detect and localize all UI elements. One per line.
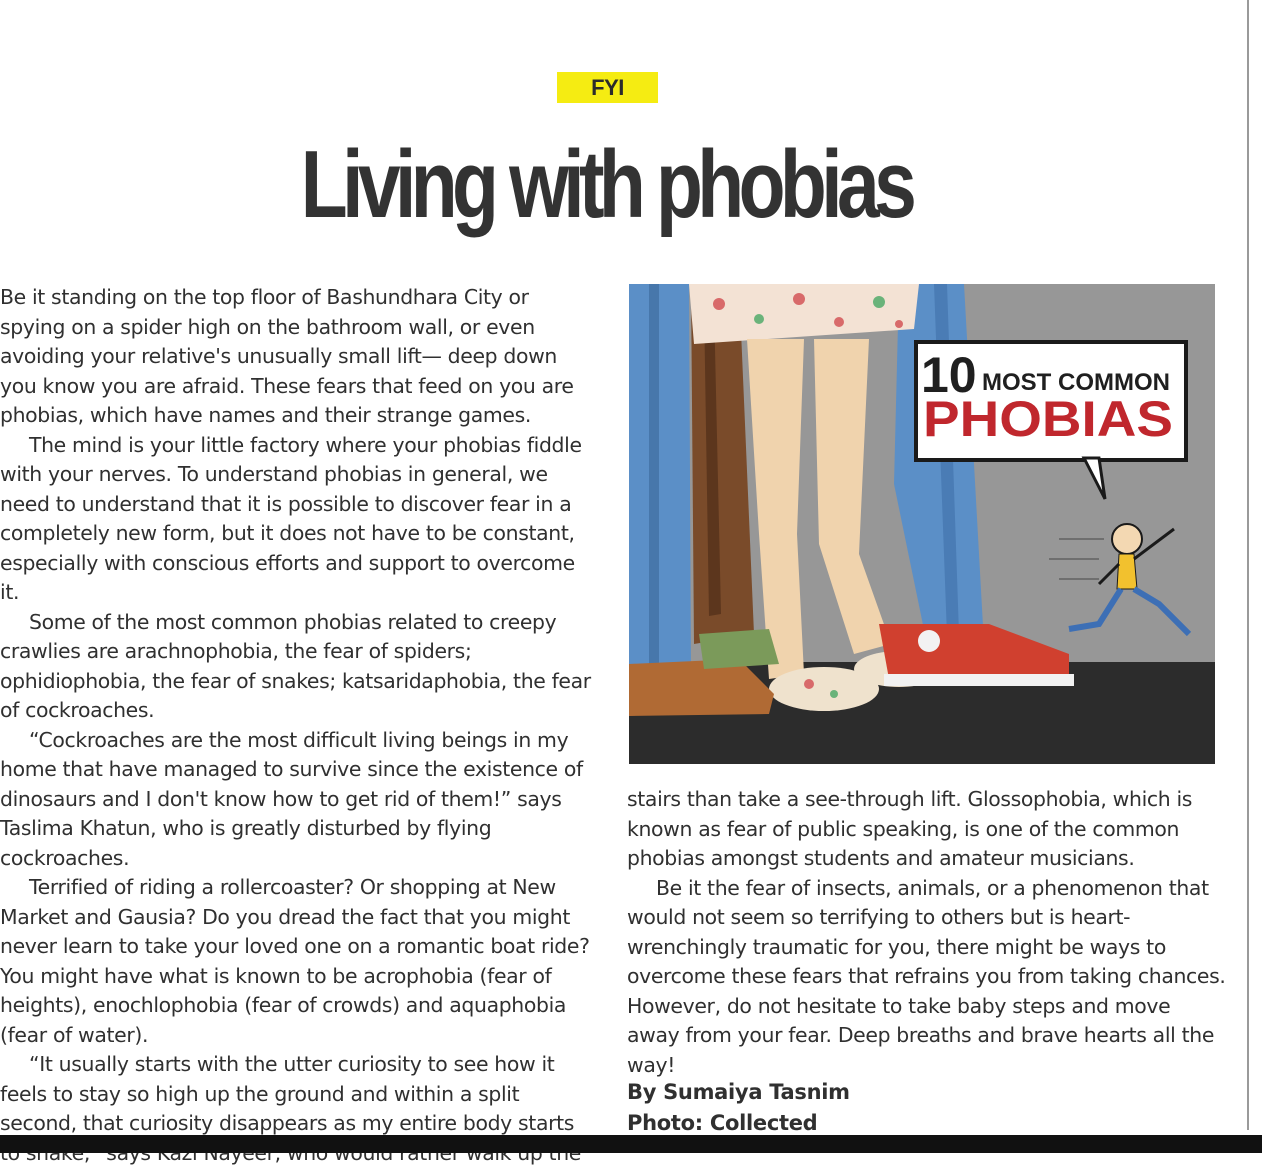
paragraph-3: Some of the most common phobias related to creepy crawlies are arachnophobia, the fear of spiders; ophidiophobia, the fear of snakes; katsaridaphobia, the fear of cockroaches.	[0, 609, 591, 722]
bubble-line-2: PHOBIAS	[923, 391, 1173, 447]
bottom-edge-bar	[0, 1135, 1262, 1153]
paragraph-7: stairs than take a see-through lift. Glossophobia, which is known as fear of public speaking, is one of the common phobias amongst students and amateur musicians.	[627, 787, 1193, 870]
page-edge-rule	[1247, 0, 1249, 1130]
photo-credit: Photo: Collected	[627, 1111, 818, 1135]
phobias-illustration	[629, 284, 1215, 764]
article-column-left	[0, 283, 592, 1168]
bubble-line-1: MOST COMMON	[982, 369, 1170, 396]
paragraph-6: “It usually starts with the utter curiosity to see how it feels to stay so high up the ground and within a split second, that curiosity disappears as my entire body starts	[0, 1052, 575, 1135]
paragraph-5: Terrified of riding a rollercoaster? Or shopping at New Market and Gausia? Do you dread the fact that you might never learn to take your loved one on a romantic boat ride? You might have what is known to be acrophobia (fear of heights), enochlophobia (fear of crowds) and aquaphobia (fear of water).	[0, 875, 590, 1047]
byline	[627, 1077, 1127, 1139]
article-column-right	[627, 785, 1227, 1080]
paragraph-4: “Cockroaches are the most difficult living beings in my home that have managed to survive since the existence of dinosaurs and I don't know how to get rid of them!” says Taslima Khatun, who is greatly disturbed by flying cockroaches.	[0, 727, 583, 870]
author-credit: By Sumaiya Tasnim	[627, 1080, 850, 1104]
bubble-number: 10	[921, 347, 977, 403]
section-kicker: FYI	[557, 72, 658, 103]
paragraph-8: Be it the fear of insects, animals, or a phenomenon that would not seem so terrifying to others but is heart-wrenchingly traumatic for you, there might be ways to overcome these fears that refrains you from taking chances. However, do not hesitate to take baby steps and move away from your fear. Deep breaths and brave hearts all the way!	[627, 875, 1226, 1077]
paragraph-1: Be it standing on the top floor of Bashundhara City or spying on a spider high on the bathroom wall, or even avoiding your relative's unusually small lift— deep down you know you are afraid. These fears that feed on you are phobias, which have names and their strange games.	[0, 285, 574, 427]
headline: Living with phobias	[300, 131, 912, 238]
paragraph-2: The mind is your little factory where your phobias fiddle with your nerves. To understand phobias in general, we need to understand that it is possible to discover fear in a completely new form, but it does not have to be constant, especially with conscious efforts and support to overcome it.	[0, 432, 582, 604]
